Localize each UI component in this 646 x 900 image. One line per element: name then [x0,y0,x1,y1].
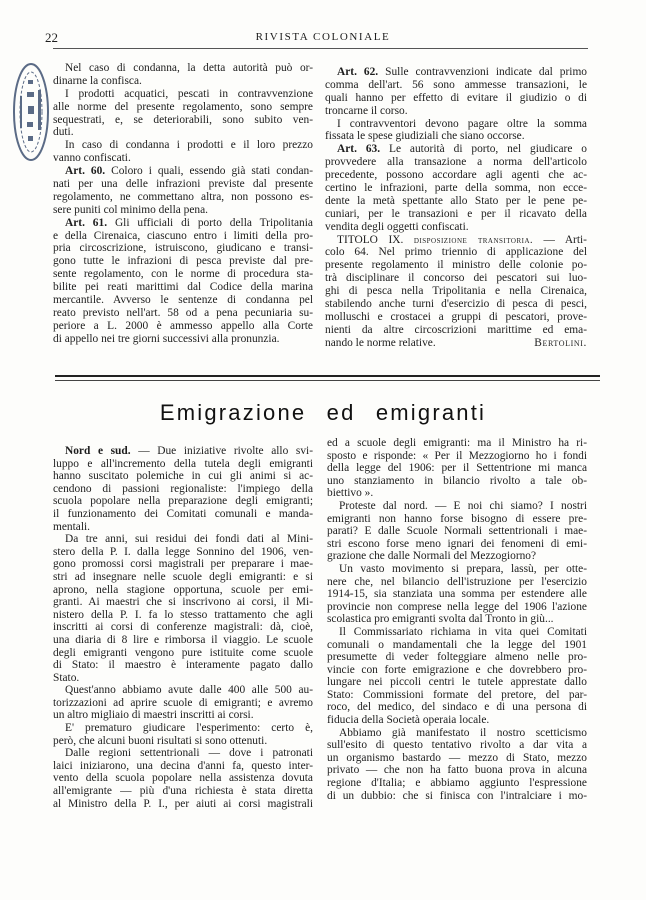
text-line [325,66,587,79]
line-text: molluschi e crostacei a gruppi di pescatori, prove- [325,310,587,323]
line-text: al Ministro della P. I., per aiuti ai corsi magistrali [53,797,313,810]
text-line [327,790,587,803]
text-line [53,217,313,230]
paragraph-lead: Art. 61. [65,216,108,229]
line-text: roco, del medico, del sindaco e di una persona di [327,701,587,714]
line-text: vanno confiscati. [53,152,131,165]
text-line [53,75,313,88]
text-line [325,182,587,195]
line-text: Le autorità di porto, nel giudicare o [389,143,587,156]
line-text: nati per una delle infrazioni previste dal presente [53,178,313,191]
paragraph [327,727,587,803]
line-text: E' prematuro giudicare l'esperimento: certo è, [65,722,313,735]
line-text: duti. [53,126,74,139]
text-line [53,558,313,571]
text-line [325,156,587,169]
line-text: provincie non comprese nella legge del 1906 l'azione [327,600,587,613]
text-line [325,143,587,156]
text-line [327,437,587,450]
line-text: Coloro i quali, essendo già stati condan- [111,165,313,178]
text-line [53,634,313,647]
line-text: un organismo bastardo — mezzo di Stato, mezzo [327,751,587,764]
line-text: lungare nei piccoli centri le tutele apprestate dallo [327,676,587,689]
text-line [325,221,587,234]
line-text: stri ad insegnare nelle scuole degli emigranti: e si [53,570,313,583]
text-line [53,609,313,622]
line-text: comunali o mandamentali che la legge del 1901 [327,638,587,651]
line-text: della legge del 1906: per il Settentrione mi manca [327,462,587,475]
text-line [325,118,587,131]
text-line [327,639,587,652]
paragraph [53,684,313,722]
paragraph [53,747,313,810]
text-line [53,483,313,496]
text-line [53,333,313,346]
text-line [53,798,313,811]
line-text: degli emigranti vengono pure istituite come scuole [53,646,313,659]
bottom-right-column [327,437,587,802]
text-line [327,626,587,639]
text-line [327,714,587,727]
paragraph [327,500,587,563]
line-text: In caso di condanna i prodotti e il loro prezzo [65,139,313,152]
line-text: luppo e all'incremento della tutela degli emigranti [53,457,313,470]
text-line [53,88,313,101]
text-line [53,165,313,178]
text-line [325,259,587,272]
section-title: Emigrazione ed emigranti [159,400,487,425]
paragraph-lead: Art. 60. [65,165,106,178]
line-text: sere puniti col minimo della pena. [53,203,208,216]
line-text: un altro migliaio di maestri inscritti ai corsi. [53,709,254,722]
text-line [327,538,587,551]
text-line [327,651,587,664]
line-text: Sulle contravvenzioni indicate dal primo [385,66,587,78]
text-line [327,450,587,463]
line-text: hanno suscitato polemiche in cui gli animi si ac- [53,470,313,483]
text-line [327,550,587,563]
text-line [325,324,587,337]
line-text: sequestrati, e, se deteriorabili, sono subito ven- [53,113,313,126]
text-line [53,735,313,748]
line-text: I prodotti acquatici, pescati in contravvenzione [65,87,313,100]
text-line [327,764,587,777]
line-text: di Stato: il maestro è interamente pagato dallo [53,659,313,672]
line-text: presumette di veder folteggiare almeno nelle pro- [327,651,587,664]
line-text: cendono di passioni regionaliste: l'impiego della [53,482,313,495]
text-line [327,752,587,765]
text-line [327,727,587,740]
bottom-left-column [53,445,313,810]
text-line [53,571,313,584]
line-text: fiducia della Società operaia locale. [327,714,490,727]
paragraph [53,62,313,88]
line-text: ed a scuole degli emigranti: ma il Ministro ha ri- [327,437,587,449]
text-line [53,320,313,333]
text-line [53,101,313,114]
line-text: sente regolamento, con le norme di procedura sta- [53,268,313,281]
text-line [327,676,587,689]
text-line [53,62,313,75]
paragraph [53,533,313,684]
line-text: parati? E dalle Scuole Normali settentrionali i mae- [327,525,587,538]
text-line [53,230,313,243]
line-text: Dalle regioni settentrionali — dove i patronati [65,747,313,760]
text-line [325,234,587,247]
text-line [327,576,587,589]
text-line [53,621,313,634]
text-line [325,130,587,143]
text-line [53,495,313,508]
line-text: vincie con forte emigrazione e che dovrebbero pro- [327,663,587,676]
text-line [53,772,313,785]
line-text: Il Commissariato richiama in vita quei Comitati [339,625,587,638]
paragraph [53,165,313,217]
text-line [327,462,587,475]
line-text: laici iniziarono, una decina d'anni fa, questo inter- [53,759,313,772]
line-text: precedente, possono accordare agli agenti che ac- [325,169,587,182]
text-line [325,337,587,350]
line-text: emigranti non hanno forse bisogno di essere pre- [327,512,587,525]
paragraph [327,563,587,626]
text-line [53,114,313,127]
text-line [327,613,587,626]
text-line [53,126,313,139]
text-line [327,588,587,601]
text-line [53,191,313,204]
line-text: mercantile. Avverso le sentenze di condanna pel [53,294,313,307]
line-text: il funzionamento dei Comitati comunali e manda- [53,507,313,520]
text-line [325,169,587,182]
text-line [53,584,313,597]
line-text: quali hanno per effetto di evitare il giudizio o di [325,91,587,104]
line-text: provvedere alla transazione a norma dell'articolo [325,156,587,169]
line-text: scolastica pro emigranti svolta dal Tronto in giù... [327,613,554,626]
paragraph [327,437,587,500]
line-text: però, che alcuni buoni risultati si sono ottenuti. [53,734,268,747]
line-text: una diaria di 8 lire e rimborsa il viaggio. Le scuole [53,633,313,646]
text-line [53,255,313,268]
line-text: certino le infrazioni, parte della somma, non ecce- [325,182,587,195]
text-line [325,195,587,208]
line-text: pria circoscrizione, istruiscono, giudicano e transi- [53,242,313,255]
line-text: Da tre anni, sui residui dei fondi dati al Mini- [65,533,313,546]
text-line [53,596,313,609]
text-line [325,272,587,285]
paragraph-lead: Art. 62. [337,66,379,78]
text-line [325,246,587,259]
line-text: stabilendo anche turni d'esercizio di pesca di pesci, [325,298,587,311]
paragraph [53,722,313,747]
text-line [325,105,587,118]
text-line [327,777,587,790]
line-text: scuola popolare nella preparazione degli emigranti; [53,495,313,508]
line-text: stero della P. I. dalla legge Sonnino del 1906, ven- [53,545,313,558]
text-line [53,747,313,760]
text-line [53,508,313,521]
paragraph [327,626,587,727]
text-line [325,285,587,298]
paragraph [53,139,313,165]
text-line [53,659,313,672]
line-text: trà disciplinare il concorso dei pescatori sui luo- [325,272,587,285]
text-line [327,689,587,702]
section-divider [55,375,600,377]
line-text: regolamento, ne commettano altra, non possono es- [53,190,313,203]
line-text: e della Cirenaica, ciascuno entro i limiti della pro- [53,229,313,242]
line-text: Proteste dal nord. — E noi chi siamo? I nostri [339,499,587,512]
paragraph [53,445,313,533]
line-text: presente regolamento il ministro delle colonie po- [325,259,587,272]
text-line [327,475,587,488]
text-line [325,208,587,221]
line-text: ghi di pesca nella Tripolitania e nella Cirenaica, [325,285,587,298]
line-text: biettivo ». [327,487,374,500]
line-text: I contravventori devono pagare oltre la somma [337,117,587,130]
text-line [327,500,587,513]
text-line [53,458,313,471]
text-line [53,242,313,255]
section-divider-thin [55,380,600,381]
line-text: reato previsto nell'art. 58 od a pena pecuniaria su- [53,306,313,319]
line-text: Nel caso di condanna, la detta autorità può or- [65,62,313,74]
paragraph-lead: Nord e sud. [65,445,131,457]
line-text: regione d'Italia; e abbiamo aggiunto l'espressione [327,777,587,790]
line-text: fissata le spese giudiziali che siano occorse. [325,130,525,143]
text-line [327,739,587,752]
line-text: — Due iniziative rivolte allo svi- [138,445,313,457]
line-text: Stato: Commissioni formate del pretore, del par- [327,688,587,701]
line-text: cuniari, per le transazioni e per il ricavato della [325,207,587,220]
text-line [327,513,587,526]
line-text: Gli ufficiali di porto della Tripolitania [114,216,313,229]
line-text: colo 64. Nel primo triennio di applicazione del [325,246,587,259]
text-line [53,521,313,534]
line-text: di un dubbio: che si finisca con l'intralciare i mo- [327,789,587,802]
text-line [53,709,313,722]
text-line [53,722,313,735]
line-text: torizzazioni ad aprire scuole di emigranti; e avremo [53,696,313,709]
line-text: — Arti- [543,233,587,246]
text-line [53,785,313,798]
paragraph [53,88,313,140]
line-text: gono promossi corsi magistrali per preparare i mae- [53,558,313,571]
paragraph [325,118,587,144]
line-text: nienti da altre circoscrizioni marittime ed ema- [325,323,587,336]
top-right-column [325,66,587,350]
line-text: di appello nei tre giorni successivi alla pronunzia. [53,332,280,345]
text-line [327,601,587,614]
paragraph [325,66,587,118]
text-line [53,546,313,559]
text-line [53,152,313,165]
text-line [327,487,587,500]
text-line [325,311,587,324]
line-text: all'emigrante — più d'una richiesta è stata diretta [53,785,313,798]
line-text: nando le norme relative. [325,336,436,349]
line-text: stri escono forse meno ignari dei fenomeni di emi- [327,537,587,550]
text-line [327,563,587,576]
text-line [53,281,313,294]
line-text: aprono, nella stagione opportuna, scuole per emi- [53,583,313,596]
text-line [53,470,313,483]
paragraph-lead: TITOLO IX. [337,233,404,246]
text-line [325,92,587,105]
text-line [327,701,587,714]
signature: Bertolini. [534,336,587,349]
text-line [53,647,313,660]
top-left-column [53,62,313,346]
text-line [53,672,313,685]
line-text: nistero della P. I. fa lo stesso trattamento che agli [53,608,313,621]
line-text: uno stanziamento in bilancio rivolto a tale ob- [327,474,587,487]
page-number: 22 [45,30,58,45]
library-stamp-icon [10,60,52,164]
text-line [53,139,313,152]
text-line [327,664,587,677]
running-title: RIVISTA COLONIALE [255,31,391,43]
section-heading-smallcaps: disposizione transitoria. [413,234,534,246]
line-text: Stato. [53,671,80,684]
line-text: Quest'anno abbiamo avute dalle 400 alle 500 au- [65,684,313,697]
line-text: 1914-15, sia stanziata una somma per estendere alle [327,588,587,601]
line-text: sposto e risponde: « Per il Mezzogiorno ho i fondi [327,449,587,462]
line-text: inscritti ai corsi di conferenze magistrali: dà, cioè, [53,621,313,634]
line-text: alle norme del presente regolamento, sono sempre [53,100,313,113]
line-text: periore a L. 2000 è ammesso appello alla Corte [53,319,313,332]
text-line [53,445,313,458]
line-text: mentali. [53,520,91,533]
line-text: sull'esito di questo tentativo rivolto a dar vita a [327,739,587,752]
text-line [53,307,313,320]
text-line [53,760,313,773]
text-line [53,294,313,307]
text-line [327,525,587,538]
header-rule [53,48,588,49]
paragraph [53,217,313,346]
line-text: troncarne il corso. [325,104,408,117]
text-line [325,79,587,92]
paragraph-lead: Art. 63. [337,143,381,156]
line-text: nere che, nel bilancio dell'istruzione per l'esercizio [327,575,587,588]
paragraph [325,143,587,233]
line-text: privato — che non ha fatto buona prova in alcuna [327,764,587,777]
text-line [53,204,313,217]
text-line [53,684,313,697]
line-text: vendita degli oggetti confiscati. [325,220,469,233]
line-text: dinarne la confisca. [53,74,142,87]
line-text: comma dell'art. 56 sono ammesse transazioni, le [325,78,587,91]
text-line [53,268,313,281]
line-text: dente la metà spettante allo Stato per le pene pe- [325,194,587,207]
line-text: granti. Ai maestri che si inscrivono ai corsi, il Mi- [53,596,313,609]
line-text: gono tutte le infrazioni di pesca previste dal pre- [53,255,313,268]
line-text: vento della scuola popolare nella assistenza dovuta [53,772,313,785]
line-text: bilite pei reati marittimi dal Codice della marina [53,281,313,294]
paragraph [325,234,587,350]
line-text: Abbiamo già manifestato il nostro scetticismo [339,726,587,739]
text-line [53,697,313,710]
line-text: Un vasto movimento si prepara, lassù, per otte- [339,562,587,575]
text-line [53,533,313,546]
text-line [325,298,587,311]
line-text: grazione che dalle Normali del Mezzogiorno? [327,550,537,563]
text-line [53,178,313,191]
